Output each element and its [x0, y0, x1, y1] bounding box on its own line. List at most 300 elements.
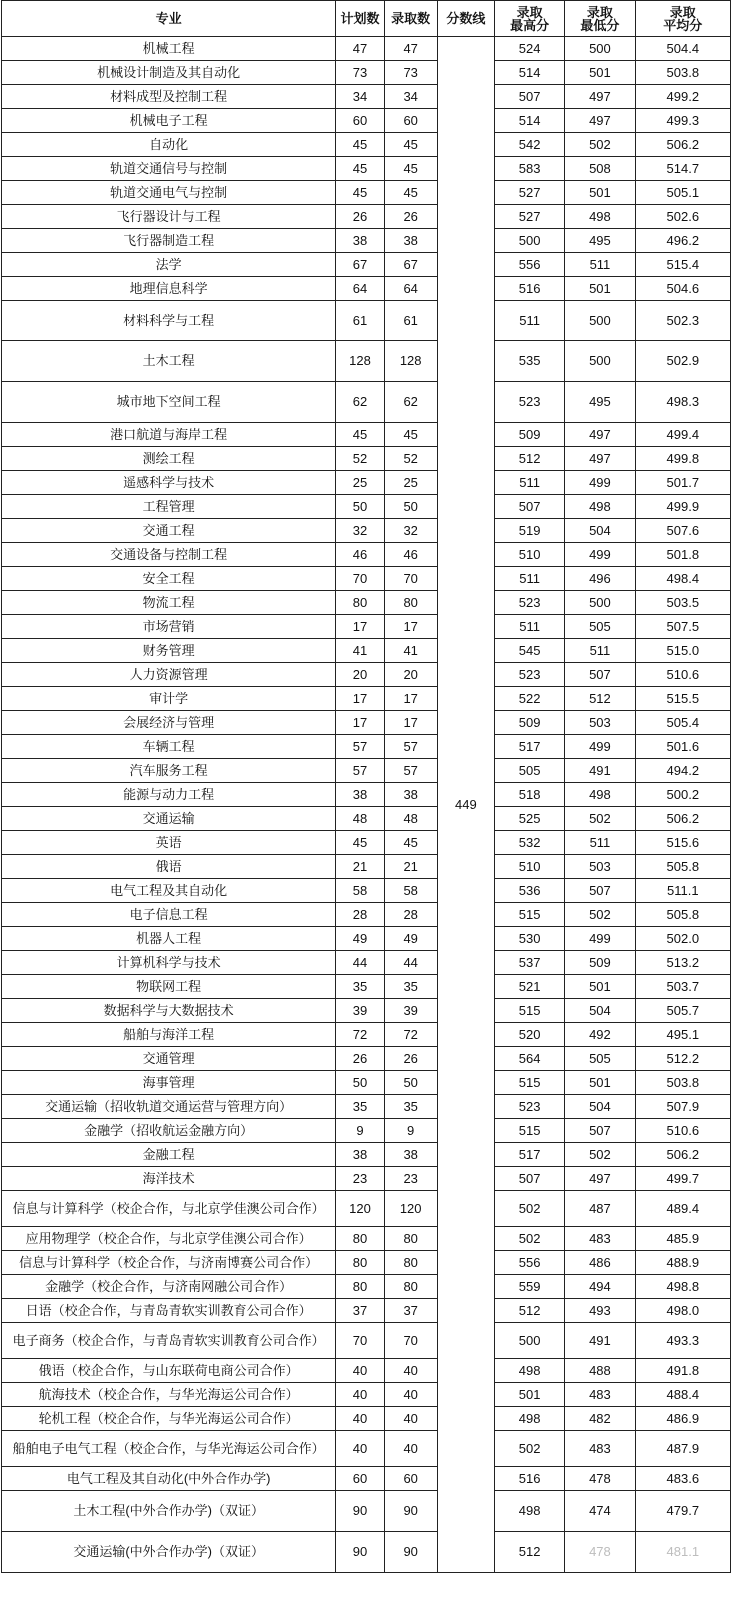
cell-plan: 41 — [336, 639, 384, 663]
header-major: 专业 — [2, 1, 336, 37]
table-row — [2, 1467, 731, 1491]
cell-min: 495 — [565, 229, 635, 253]
cell-admit: 28 — [384, 903, 437, 927]
cell-max: 564 — [495, 1047, 565, 1071]
cell-avg: 498.0 — [635, 1299, 730, 1323]
cell-min: 501 — [565, 975, 635, 999]
table-row — [2, 591, 731, 615]
cell-min: 483 — [565, 1383, 635, 1407]
cell-major: 机械电子工程 — [2, 109, 336, 133]
cell-max: 510 — [495, 855, 565, 879]
cell-admit: 38 — [384, 783, 437, 807]
cell-min: 507 — [565, 1119, 635, 1143]
cell-max: 532 — [495, 831, 565, 855]
cell-admit: 90 — [384, 1491, 437, 1532]
table-row — [2, 1359, 731, 1383]
cell-admit: 40 — [384, 1359, 437, 1383]
cell-admit: 128 — [384, 341, 437, 382]
cell-major: 轨道交通电气与控制 — [2, 181, 336, 205]
cell-max: 511 — [495, 301, 565, 341]
cell-min: 487 — [565, 1191, 635, 1227]
cell-admit: 50 — [384, 495, 437, 519]
cell-max: 498 — [495, 1491, 565, 1532]
cell-min: 499 — [565, 471, 635, 495]
cell-major: 海事管理 — [2, 1071, 336, 1095]
cell-admit: 57 — [384, 735, 437, 759]
cell-avg: 504.4 — [635, 37, 730, 61]
cell-plan: 58 — [336, 879, 384, 903]
cell-admit: 32 — [384, 519, 437, 543]
cell-min: 483 — [565, 1227, 635, 1251]
cell-admit: 20 — [384, 663, 437, 687]
cell-max: 512 — [495, 1532, 565, 1573]
cell-major: 金融学（招收航运金融方向） — [2, 1119, 336, 1143]
header-max: 录取 最高分 — [495, 1, 565, 37]
cell-plan: 46 — [336, 543, 384, 567]
cell-major: 电子商务（校企合作，与青岛青软实训教育公司合作） — [2, 1323, 336, 1359]
cell-min: 498 — [565, 205, 635, 229]
table-row — [2, 543, 731, 567]
cell-admit: 25 — [384, 471, 437, 495]
cell-major: 海洋技术 — [2, 1167, 336, 1191]
cell-major: 航海技术（校企合作，与华光海运公司合作） — [2, 1383, 336, 1407]
table-row — [2, 687, 731, 711]
cell-plan: 20 — [336, 663, 384, 687]
table-row — [2, 999, 731, 1023]
cell-avg: 503.8 — [635, 1071, 730, 1095]
cell-avg: 488.9 — [635, 1251, 730, 1275]
table-row — [2, 1071, 731, 1095]
cell-min: 503 — [565, 855, 635, 879]
cell-admit: 50 — [384, 1071, 437, 1095]
cell-avg: 515.4 — [635, 253, 730, 277]
cell-max: 514 — [495, 61, 565, 85]
cell-admit: 64 — [384, 277, 437, 301]
cell-admit: 45 — [384, 423, 437, 447]
cell-min: 507 — [565, 663, 635, 687]
cell-major: 飞行器设计与工程 — [2, 205, 336, 229]
cell-major: 交通工程 — [2, 519, 336, 543]
cell-min: 502 — [565, 133, 635, 157]
cell-major: 地理信息科学 — [2, 277, 336, 301]
cell-min: 508 — [565, 157, 635, 181]
table-row — [2, 253, 731, 277]
cell-admit: 35 — [384, 975, 437, 999]
cell-avg: 487.9 — [635, 1431, 730, 1467]
table-row — [2, 229, 731, 253]
table-row — [2, 975, 731, 999]
cell-plan: 38 — [336, 783, 384, 807]
cell-major: 日语（校企合作，与青岛青软实训教育公司合作） — [2, 1299, 336, 1323]
cell-min: 502 — [565, 903, 635, 927]
cell-admit: 40 — [384, 1431, 437, 1467]
cell-major: 交通运输（招收轨道交通运营与管理方向） — [2, 1095, 336, 1119]
cell-avg: 513.2 — [635, 951, 730, 975]
cell-max: 507 — [495, 85, 565, 109]
cell-admit: 48 — [384, 807, 437, 831]
cell-max: 520 — [495, 1023, 565, 1047]
cell-admit: 26 — [384, 1047, 437, 1071]
cell-admit: 60 — [384, 1467, 437, 1491]
cell-admit: 45 — [384, 157, 437, 181]
table-row — [2, 382, 731, 423]
cell-avg: 499.9 — [635, 495, 730, 519]
cell-avg: 498.4 — [635, 567, 730, 591]
table-row — [2, 495, 731, 519]
cell-avg: 489.4 — [635, 1191, 730, 1227]
cell-max: 523 — [495, 1095, 565, 1119]
cell-avg: 499.2 — [635, 85, 730, 109]
cell-admit: 21 — [384, 855, 437, 879]
cell-max: 507 — [495, 1167, 565, 1191]
cell-avg: 507.9 — [635, 1095, 730, 1119]
cell-max: 500 — [495, 229, 565, 253]
cell-major: 物联网工程 — [2, 975, 336, 999]
cell-avg: 491.8 — [635, 1359, 730, 1383]
cell-major: 土木工程 — [2, 341, 336, 382]
cell-plan: 45 — [336, 157, 384, 181]
cell-max: 511 — [495, 567, 565, 591]
cell-admit: 37 — [384, 1299, 437, 1323]
cell-admit: 49 — [384, 927, 437, 951]
cell-max: 510 — [495, 543, 565, 567]
table-row — [2, 1532, 731, 1573]
cell-min: 491 — [565, 1323, 635, 1359]
cell-admit: 45 — [384, 181, 437, 205]
cell-avg: 515.5 — [635, 687, 730, 711]
cell-avg: 496.2 — [635, 229, 730, 253]
cell-min: 512 — [565, 687, 635, 711]
cell-max: 527 — [495, 205, 565, 229]
cell-avg: 504.6 — [635, 277, 730, 301]
cell-avg: 499.8 — [635, 447, 730, 471]
cell-max: 507 — [495, 495, 565, 519]
cell-min: 497 — [565, 109, 635, 133]
cell-min: 501 — [565, 1071, 635, 1095]
table-row — [2, 85, 731, 109]
cell-max: 511 — [495, 471, 565, 495]
cell-admit: 80 — [384, 1251, 437, 1275]
cell-major: 汽车服务工程 — [2, 759, 336, 783]
table-row — [2, 903, 731, 927]
cell-min: 482 — [565, 1407, 635, 1431]
cell-min: 509 — [565, 951, 635, 975]
cell-plan: 34 — [336, 85, 384, 109]
cell-admit: 72 — [384, 1023, 437, 1047]
cell-admit: 34 — [384, 85, 437, 109]
cell-min: 498 — [565, 783, 635, 807]
cell-major: 材料科学与工程 — [2, 301, 336, 341]
cell-min: 498 — [565, 495, 635, 519]
table-row — [2, 301, 731, 341]
cell-avg: 511.1 — [635, 879, 730, 903]
cell-max: 512 — [495, 1299, 565, 1323]
cell-admit: 39 — [384, 999, 437, 1023]
cell-avg: 507.6 — [635, 519, 730, 543]
cell-major: 金融学（校企合作，与济南网融公司合作） — [2, 1275, 336, 1299]
cell-min: 511 — [565, 831, 635, 855]
cell-admit: 61 — [384, 301, 437, 341]
cell-plan: 21 — [336, 855, 384, 879]
cell-major: 船舶与海洋工程 — [2, 1023, 336, 1047]
cell-admit: 80 — [384, 1275, 437, 1299]
cell-admit: 70 — [384, 1323, 437, 1359]
cell-avg: 483.6 — [635, 1467, 730, 1491]
table-row — [2, 951, 731, 975]
cell-max: 583 — [495, 157, 565, 181]
cell-major: 电气工程及其自动化(中外合作办学) — [2, 1467, 336, 1491]
cell-plan: 26 — [336, 1047, 384, 1071]
cell-max: 545 — [495, 639, 565, 663]
cell-avg: 505.7 — [635, 999, 730, 1023]
cell-plan: 37 — [336, 1299, 384, 1323]
cell-major: 英语 — [2, 831, 336, 855]
cell-avg: 479.7 — [635, 1491, 730, 1532]
table-row — [2, 711, 731, 735]
cell-min: 497 — [565, 85, 635, 109]
table-row — [2, 447, 731, 471]
cell-max: 500 — [495, 1323, 565, 1359]
cell-plan: 40 — [336, 1359, 384, 1383]
cell-plan: 48 — [336, 807, 384, 831]
cell-min: 505 — [565, 615, 635, 639]
cell-major: 自动化 — [2, 133, 336, 157]
cell-plan: 67 — [336, 253, 384, 277]
cell-avg: 498.3 — [635, 382, 730, 423]
cell-min: 486 — [565, 1251, 635, 1275]
cell-plan: 32 — [336, 519, 384, 543]
cell-plan: 49 — [336, 927, 384, 951]
cell-major: 交通管理 — [2, 1047, 336, 1071]
cell-major: 船舶电子电气工程（校企合作，与华光海运公司合作） — [2, 1431, 336, 1467]
table-row — [2, 1491, 731, 1532]
cell-plan: 57 — [336, 759, 384, 783]
cell-max: 530 — [495, 927, 565, 951]
cell-major: 计算机科学与技术 — [2, 951, 336, 975]
cell-plan: 39 — [336, 999, 384, 1023]
cell-plan: 38 — [336, 229, 384, 253]
cell-avg: 502.0 — [635, 927, 730, 951]
header-plan: 计划数 — [336, 1, 384, 37]
cell-min: 502 — [565, 1143, 635, 1167]
cell-min: 503 — [565, 711, 635, 735]
cell-min: 495 — [565, 382, 635, 423]
cell-major: 物流工程 — [2, 591, 336, 615]
cell-admit: 58 — [384, 879, 437, 903]
cell-avg: 505.8 — [635, 903, 730, 927]
cell-min: 494 — [565, 1275, 635, 1299]
cell-avg: 502.9 — [635, 341, 730, 382]
cell-avg: 514.7 — [635, 157, 730, 181]
table-row — [2, 759, 731, 783]
cell-plan: 45 — [336, 133, 384, 157]
cell-max: 521 — [495, 975, 565, 999]
cell-plan: 38 — [336, 1143, 384, 1167]
cell-plan: 60 — [336, 1467, 384, 1491]
cell-admit: 62 — [384, 382, 437, 423]
cell-avg: 505.1 — [635, 181, 730, 205]
cell-min: 499 — [565, 927, 635, 951]
cell-max: 523 — [495, 663, 565, 687]
cell-major: 应用物理学（校企合作，与北京学佳澳公司合作） — [2, 1227, 336, 1251]
cell-admit: 67 — [384, 253, 437, 277]
cell-major: 俄语 — [2, 855, 336, 879]
cell-min: 493 — [565, 1299, 635, 1323]
cell-avg: 494.2 — [635, 759, 730, 783]
cell-plan: 35 — [336, 975, 384, 999]
cell-min: 501 — [565, 277, 635, 301]
table-row — [2, 1407, 731, 1431]
table-row — [2, 1119, 731, 1143]
cell-major: 港口航道与海岸工程 — [2, 423, 336, 447]
table-row — [2, 1383, 731, 1407]
cell-max: 559 — [495, 1275, 565, 1299]
cell-min: 502 — [565, 807, 635, 831]
cell-avg: 499.3 — [635, 109, 730, 133]
cell-admit: 17 — [384, 615, 437, 639]
cell-max: 511 — [495, 615, 565, 639]
cell-max: 515 — [495, 903, 565, 927]
cell-plan: 40 — [336, 1383, 384, 1407]
cell-major: 土木工程(中外合作办学)（双证） — [2, 1491, 336, 1532]
cell-admit: 23 — [384, 1167, 437, 1191]
cell-max: 523 — [495, 591, 565, 615]
cell-min: 499 — [565, 543, 635, 567]
table-row — [2, 423, 731, 447]
cell-min: 507 — [565, 879, 635, 903]
cell-plan: 17 — [336, 687, 384, 711]
cell-max: 556 — [495, 253, 565, 277]
table-row — [2, 519, 731, 543]
table-row — [2, 277, 731, 301]
table-row — [2, 1191, 731, 1227]
cell-major: 能源与动力工程 — [2, 783, 336, 807]
cell-max: 502 — [495, 1191, 565, 1227]
table-row — [2, 879, 731, 903]
header-row — [2, 1, 731, 37]
cell-admit: 38 — [384, 1143, 437, 1167]
cell-plan: 62 — [336, 382, 384, 423]
table-row — [2, 181, 731, 205]
cell-avg: 488.4 — [635, 1383, 730, 1407]
cell-max: 519 — [495, 519, 565, 543]
cell-max: 502 — [495, 1431, 565, 1467]
cell-plan: 50 — [336, 1071, 384, 1095]
table-row — [2, 133, 731, 157]
cell-major: 轮机工程（校企合作，与华光海运公司合作） — [2, 1407, 336, 1431]
cell-avg: 510.6 — [635, 663, 730, 687]
cell-avg: 495.1 — [635, 1023, 730, 1047]
cell-max: 523 — [495, 382, 565, 423]
cell-max: 524 — [495, 37, 565, 61]
cell-max: 501 — [495, 1383, 565, 1407]
header-min: 录取 最低分 — [565, 1, 635, 37]
cell-min: 500 — [565, 37, 635, 61]
cell-admit: 46 — [384, 543, 437, 567]
cell-admit: 70 — [384, 567, 437, 591]
header-avg: 录取 平均分 — [635, 1, 730, 37]
cell-max: 518 — [495, 783, 565, 807]
cell-major: 工程管理 — [2, 495, 336, 519]
cell-max: 509 — [495, 711, 565, 735]
cell-max: 509 — [495, 423, 565, 447]
cell-avg: 493.3 — [635, 1323, 730, 1359]
cell-avg: 507.5 — [635, 615, 730, 639]
cell-min: 511 — [565, 639, 635, 663]
cell-min: 478 — [565, 1532, 635, 1573]
cell-min: 496 — [565, 567, 635, 591]
cell-avg: 512.2 — [635, 1047, 730, 1071]
cell-avg: 503.7 — [635, 975, 730, 999]
cell-plan: 9 — [336, 1119, 384, 1143]
cell-plan: 44 — [336, 951, 384, 975]
cell-avg: 506.2 — [635, 133, 730, 157]
cell-min: 497 — [565, 1167, 635, 1191]
table-row — [2, 1323, 731, 1359]
cell-plan: 40 — [336, 1407, 384, 1431]
cell-plan: 120 — [336, 1191, 384, 1227]
cell-max: 542 — [495, 133, 565, 157]
table-row — [2, 807, 731, 831]
cell-avg: 501.7 — [635, 471, 730, 495]
cell-admit: 35 — [384, 1095, 437, 1119]
cell-admit: 90 — [384, 1532, 437, 1573]
cell-major: 安全工程 — [2, 567, 336, 591]
cell-avg: 505.4 — [635, 711, 730, 735]
table-row — [2, 471, 731, 495]
cell-admit: 60 — [384, 109, 437, 133]
cell-max: 515 — [495, 1071, 565, 1095]
cell-admit: 17 — [384, 687, 437, 711]
cell-min: 500 — [565, 341, 635, 382]
cell-max: 516 — [495, 277, 565, 301]
table-row — [2, 663, 731, 687]
cell-avg: 515.0 — [635, 639, 730, 663]
cell-plan: 80 — [336, 591, 384, 615]
cell-major: 法学 — [2, 253, 336, 277]
cell-plan: 47 — [336, 37, 384, 61]
cell-min: 497 — [565, 423, 635, 447]
cell-major: 审计学 — [2, 687, 336, 711]
cell-cutoff-line: 449 — [437, 37, 494, 1573]
cell-plan: 57 — [336, 735, 384, 759]
cell-admit: 80 — [384, 591, 437, 615]
cell-max: 527 — [495, 181, 565, 205]
cell-plan: 40 — [336, 1431, 384, 1467]
cell-admit: 52 — [384, 447, 437, 471]
cell-min: 504 — [565, 1095, 635, 1119]
cell-major: 车辆工程 — [2, 735, 336, 759]
admission-table — [1, 0, 731, 1573]
cell-plan: 52 — [336, 447, 384, 471]
cell-avg: 501.8 — [635, 543, 730, 567]
table-row — [2, 205, 731, 229]
cell-plan: 25 — [336, 471, 384, 495]
cell-avg: 500.2 — [635, 783, 730, 807]
cell-plan: 60 — [336, 109, 384, 133]
cell-admit: 17 — [384, 711, 437, 735]
table-row — [2, 341, 731, 382]
cell-min: 501 — [565, 181, 635, 205]
cell-admit: 40 — [384, 1383, 437, 1407]
cell-plan: 17 — [336, 615, 384, 639]
cell-min: 499 — [565, 735, 635, 759]
cell-admit: 38 — [384, 229, 437, 253]
cell-major: 交通运输 — [2, 807, 336, 831]
cell-max: 498 — [495, 1407, 565, 1431]
cell-avg: 503.5 — [635, 591, 730, 615]
cell-min: 491 — [565, 759, 635, 783]
